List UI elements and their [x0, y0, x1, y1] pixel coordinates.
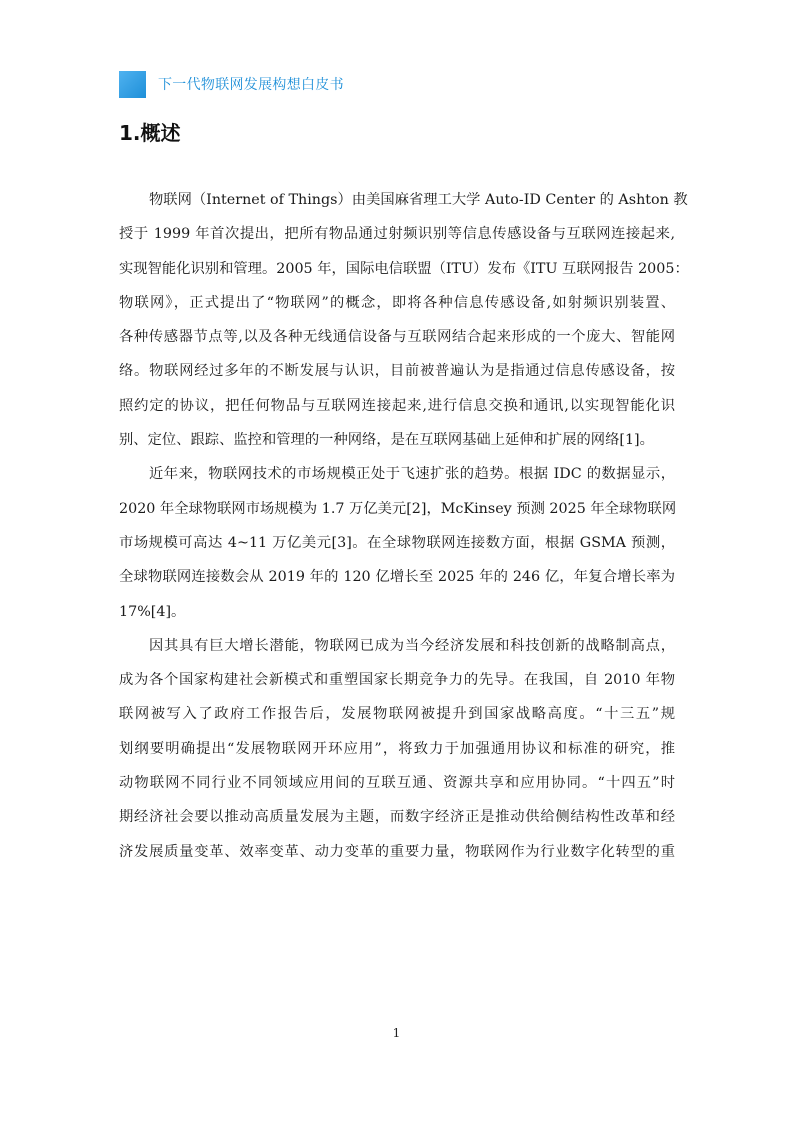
paragraph-line: 因其具有巨大增长潜能，物联网已成为当今经济发展和科技创新的战略制高点，	[149, 637, 675, 654]
paragraph-line: 物联网》，正式提出了“物联网”的概念，即将各种信息传感设备,如射频识别装置、	[119, 294, 675, 311]
paragraph-line: 济发展质量变革、效率变革、动力变革的重要力量，物联网作为行业数字化转型的重	[119, 843, 675, 860]
paragraph-line: 络。物联网经过多年的不断发展与认识，目前被普遍认为是指通过信息传感设备，按	[119, 363, 675, 380]
paragraph-line: 照约定的协议，把任何物品与互联网连接起来,进行信息交换和通讯,以实现智能化识	[119, 397, 675, 414]
paragraph-line: 近年来，物联网技术的市场规模正处于飞速扩张的趋势。根据 IDC 的数据显示，	[149, 466, 675, 483]
paragraph-line: 划纲要明确提出“发展物联网开环应用”，将致力于加强通用协议和标准的研究，推	[119, 740, 675, 757]
page-number: 1	[392, 1026, 401, 1040]
paragraph-line: 期经济社会要以推动高质量发展为主题，而数字经济正是推动供给侧结构性改革和经	[119, 809, 675, 826]
section-title: 1.概述	[119, 121, 181, 145]
paragraph-line: 2020 年全球物联网市场规模为 1.7 万亿美元[2]，McKinsey 预测 2025 年全球物联网	[119, 500, 677, 517]
paragraph-line: 各种传感器节点等,以及各种无线通信设备与互联网结合起来形成的一个庞大、智能网	[119, 329, 675, 346]
paragraph-line: 市场规模可高达 4~11 万亿美元[3]。在全球物联网连接数方面，根据 GSMA 预测，	[119, 534, 675, 551]
paragraph-line: 17%[4]。	[119, 603, 186, 620]
paragraph-line: 全球物联网连接数会从 2019 年的 120 亿增长至 2025 年的 246 亿，年复合增长率为	[119, 569, 675, 586]
paragraph-line: 别、定位、跟踪、监控和管理的一种网络，是在互联网基础上延伸和扩展的网络[1]。	[119, 432, 654, 449]
paragraph-line: 实现智能化识别和管理。2005 年，国际电信联盟（ITU）发布《ITU 互联网报告 2005：	[119, 260, 689, 277]
paragraph-line: 联网被写入了政府工作报告后，发展物联网被提升到国家战略高度。“十三五”规	[119, 706, 675, 723]
paragraph-line: 物联网（Internet of Things）由美国麻省理工大学 Auto-ID Center 的 Ashton 教	[149, 192, 688, 208]
document-header	[119, 70, 344, 98]
header-decoration-square	[119, 71, 146, 98]
paragraph-line: 动物联网不同行业不同领域应用间的互联互通、资源共享和应用协同。“十四五”时	[119, 775, 675, 792]
header-title: 下一代物联网发展构想白皮书	[158, 77, 344, 93]
body-text	[119, 183, 689, 869]
paragraph-line: 授于 1999 年首次提出，把所有物品通过射频识别等信息传感设备与互联网连接起来,	[119, 226, 675, 243]
paragraph-line: 成为各个国家构建社会新模式和重塑国家长期竞争力的先导。在我国，自 2010 年物	[119, 672, 675, 689]
